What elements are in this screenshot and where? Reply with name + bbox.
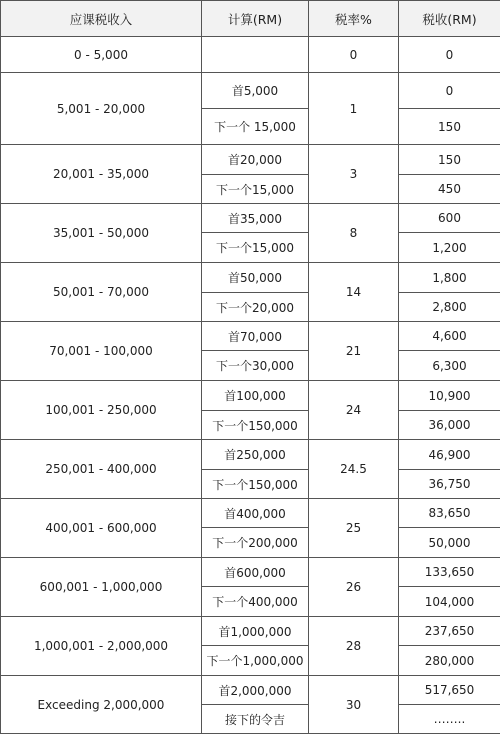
tax-cell: 150: [399, 145, 500, 175]
tax-cell: 50,000: [399, 528, 500, 558]
income-range-cell: 600,001 - 1,000,000: [1, 558, 202, 617]
income-range-cell: 70,001 - 100,000: [1, 322, 202, 381]
table-row: [1, 145, 500, 175]
rate-cell: 21: [309, 322, 399, 381]
tax-cell: 450: [399, 175, 500, 204]
calc-cell: 下一个20,000: [202, 293, 309, 322]
tax-cell: 237,650: [399, 617, 500, 646]
calc-cell: 首600,000: [202, 558, 309, 587]
calc-cell: 下一个150,000: [202, 470, 309, 499]
table-body: [1, 37, 500, 734]
rate-cell: 0: [309, 37, 399, 73]
tax-cell: 10,900: [399, 381, 500, 411]
income-range-cell: 50,001 - 70,000: [1, 263, 202, 322]
table-row: [1, 322, 500, 351]
rate-cell: 26: [309, 558, 399, 617]
calc-cell: 下一个15,000: [202, 233, 309, 263]
table-row: [1, 440, 500, 470]
tax-cell: 0: [399, 37, 500, 73]
rate-cell: 3: [309, 145, 399, 204]
tax-cell: 4,600: [399, 322, 500, 351]
income-range-cell: 1,000,001 - 2,000,000: [1, 617, 202, 676]
table-row: [1, 381, 500, 411]
header-tax: 税收(RM): [399, 1, 500, 37]
income-range-cell: 250,001 - 400,000: [1, 440, 202, 499]
calc-cell: 接下的令吉: [202, 705, 309, 734]
tax-cell: 36,000: [399, 411, 500, 440]
table-row: [1, 37, 500, 73]
rate-cell: 24: [309, 381, 399, 440]
tax-cell: 150: [399, 109, 500, 145]
income-range-cell: 20,001 - 35,000: [1, 145, 202, 204]
calc-cell: 下一个30,000: [202, 351, 309, 381]
tax-cell: 133,650: [399, 558, 500, 587]
calc-cell: 首35,000: [202, 204, 309, 233]
table-row: [1, 73, 500, 109]
tax-cell: 83,650: [399, 499, 500, 528]
table-row: [1, 204, 500, 233]
calc-cell: 首100,000: [202, 381, 309, 411]
calc-cell: 下一个 15,000: [202, 109, 309, 145]
rate-cell: 30: [309, 676, 399, 734]
rate-cell: 14: [309, 263, 399, 322]
calc-cell: [202, 37, 309, 73]
calc-cell: 首2,000,000: [202, 676, 309, 705]
income-range-cell: 35,001 - 50,000: [1, 204, 202, 263]
header-rate: 税率%: [309, 1, 399, 37]
tax-cell: 517,650: [399, 676, 500, 705]
calc-cell: 首400,000: [202, 499, 309, 528]
calc-cell: 首1,000,000: [202, 617, 309, 646]
table-row: [1, 499, 500, 528]
calc-cell: 首5,000: [202, 73, 309, 109]
table-row: [1, 263, 500, 293]
income-range-cell: 100,001 - 250,000: [1, 381, 202, 440]
income-range-cell: 0 - 5,000: [1, 37, 202, 73]
calc-cell: 下一个1,000,000: [202, 646, 309, 676]
rate-cell: 25: [309, 499, 399, 558]
rate-cell: 24.5: [309, 440, 399, 499]
calc-cell: 首50,000: [202, 263, 309, 293]
tax-cell: 1,800: [399, 263, 500, 293]
table-row: [1, 558, 500, 587]
tax-cell: ……..: [399, 705, 500, 734]
income-range-cell: 400,001 - 600,000: [1, 499, 202, 558]
calc-cell: 下一个15,000: [202, 175, 309, 204]
income-range-cell: Exceeding 2,000,000: [1, 676, 202, 734]
table-row: [1, 617, 500, 646]
rate-cell: 1: [309, 73, 399, 145]
calc-cell: 首250,000: [202, 440, 309, 470]
rate-cell: 28: [309, 617, 399, 676]
tax-cell: 600: [399, 204, 500, 233]
calc-cell: 下一个150,000: [202, 411, 309, 440]
rate-cell: 8: [309, 204, 399, 263]
table-row: [1, 676, 500, 705]
calc-cell: 首20,000: [202, 145, 309, 175]
header-calc: 计算(RM): [202, 1, 309, 37]
tax-cell: 280,000: [399, 646, 500, 676]
tax-cell: 0: [399, 73, 500, 109]
tax-cell: 46,900: [399, 440, 500, 470]
tax-cell: 6,300: [399, 351, 500, 381]
tax-cell: 36,750: [399, 470, 500, 499]
calc-cell: 首70,000: [202, 322, 309, 351]
tax-cell: 104,000: [399, 587, 500, 617]
tax-cell: 1,200: [399, 233, 500, 263]
tax-cell: 2,800: [399, 293, 500, 322]
header-income: 应课税收入: [1, 1, 202, 37]
header-row: [1, 1, 500, 37]
calc-cell: 下一个400,000: [202, 587, 309, 617]
calc-cell: 下一个200,000: [202, 528, 309, 558]
income-range-cell: 5,001 - 20,000: [1, 73, 202, 145]
